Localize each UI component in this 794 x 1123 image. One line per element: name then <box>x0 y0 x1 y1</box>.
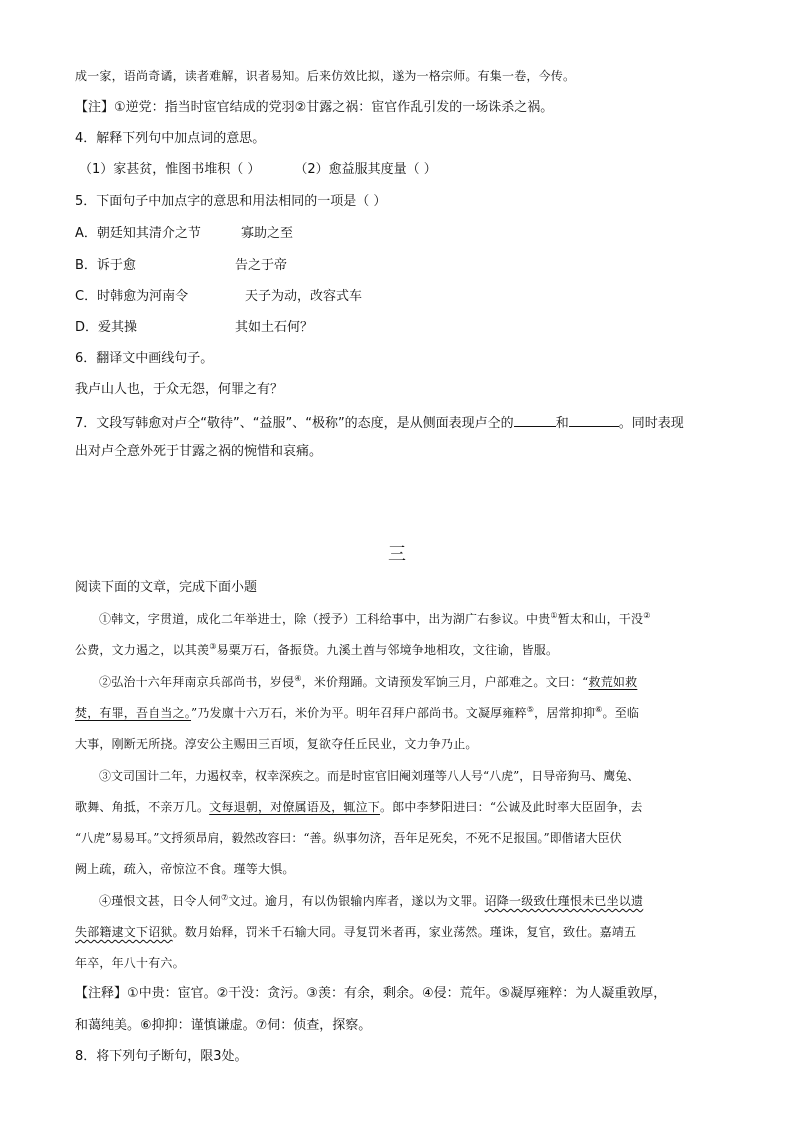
p2a2: ，米价翔踊。文请预发军饷三月，户部难之。文曰：“ <box>301 675 589 689</box>
wavy-underlined-sentence: 诏降一级致仕瑾恨未已坐以遗 <box>484 894 644 908</box>
question-7-and: 和 <box>555 416 569 431</box>
p1b: 公费，文力遏之，以其羡 <box>75 643 210 657</box>
option-d-right: 其如土石何？ <box>235 320 314 335</box>
question-4-item-2: （2）愈益服其度量（ ） <box>294 162 437 177</box>
underlined-sentence: 文每退朝，对僚属语及，辄泣下 <box>209 800 381 814</box>
footnote-mark: ⑥ <box>595 705 603 714</box>
para-4-line-2 <box>75 924 636 940</box>
option-a-right: 寡助之至 <box>241 226 294 241</box>
para-3-line-3: “八虎”易易耳。”文捋须昂肩，毅然改容曰：“善。纵事勿济，吾年足死矣，不死不足报国。”即偕诸大臣伏 <box>75 831 622 845</box>
p1a2: 暂太和山，干没 <box>557 612 644 626</box>
option-a-left: A．朝廷知其清介之节 <box>75 226 201 241</box>
footnote-mark: ① <box>550 611 558 620</box>
question-6: 6．翻译文中画线句子。 <box>75 351 214 366</box>
p2a: ②弘治十六年拜南京兵部尚书，岁侵 <box>99 675 295 689</box>
para-3-line-1: ③文司国计二年，力遏权幸，权幸深疾之。而是时宦官旧阉刘瑾等八人号“八虎”，日导帝狗马、鹰兔、 <box>99 769 640 783</box>
question-7 <box>75 414 684 432</box>
question-5: 5．下面句子中加点字的意思和用法相同的一项是（ ） <box>75 194 387 209</box>
underlined-sentence: 焚，有罪，吾自当之。 <box>75 706 192 720</box>
p4a2: 文过。逾月，有以伪银输内库者，遂以为文罪。 <box>228 894 485 908</box>
underlined-sentence: 救荒如救 <box>588 675 638 689</box>
option-d <box>75 320 314 336</box>
footnote-mark: ⑦ <box>221 893 229 902</box>
para-2-line-1 <box>99 674 637 690</box>
p4a1: ④瑾恨文甚，日令人伺 <box>99 894 222 908</box>
option-c-right: 天子为动，改容式车 <box>245 289 363 304</box>
p2b2: ”乃发廪十六万石，米价为平。明年召拜户部尚书。文凝厚雍粹 <box>191 706 527 720</box>
p4b2: 。数月始释，罚米千石输大同。寻复罚米者再，家业荡然。瑾诛，复官，致仕。嘉靖五 <box>172 925 637 939</box>
question-6-sentence: 我卢山人也，于众无怨，何罪之有？ <box>75 382 284 397</box>
p1b2: 易粟万石，备振贷。九溪土酋与邻境争地相攻，文往谕，皆服。 <box>216 643 559 657</box>
footnote-mark: ③ <box>209 642 217 651</box>
footnote-mark: ④ <box>294 674 302 683</box>
option-c-left: C．时韩愈为河南令 <box>75 289 189 304</box>
para-4-line-3: 年卒，年八十有六。 <box>75 956 185 970</box>
note-line: 【注】①逆党：指当时宦官结成的党羽②甘露之祸：宦官作乱引发的一场诛杀之祸。 <box>75 100 554 115</box>
question-4-items <box>79 162 437 178</box>
option-b-left: B．诉于愈 <box>75 258 136 273</box>
para-2-line-3: 大事，刚断无所挠。淳安公主赐田三百顷，复欲夺任丘民业，文力争乃止。 <box>75 737 478 751</box>
question-7-tail: 。同时表现 <box>618 416 684 431</box>
option-b-right: 告之于帝 <box>235 258 288 273</box>
p3b3: 。郎中李梦阳进曰：“公诚及此时率大臣固争，去 <box>380 800 643 814</box>
answer-blank-2[interactable] <box>569 414 619 427</box>
footnote-mark: ⑤ <box>526 705 535 714</box>
question-4-item-1: （1）家甚贫，惟图书堆积（ ） <box>79 162 261 177</box>
section-title: 三 <box>388 544 406 565</box>
notes-line-1: 【注释】①中贵：宦官。②干没：贪污。③羡：有余，剩余。④侵：荒年。⑤凝厚雍粹：为人凝重敦厚， <box>75 986 667 1001</box>
p1a: ①韩文，字贯道，成化二年举进士，除（授予）工科给事中，出为湖广右参议。中贵 <box>99 612 551 626</box>
question-7-text: 7．文段写韩愈对卢仝“敬待”、“益服”、“极称”的态度，是从侧面表现卢仝的 <box>75 416 514 431</box>
p3b1: 歌舞、角抵，不亲万几。 <box>75 800 210 814</box>
option-c <box>75 289 363 305</box>
footnote-mark: ② <box>643 611 651 620</box>
question-7-cont: 出对卢仝意外死于甘露之祸的惋惜和哀痛。 <box>75 444 323 459</box>
para-3-line-4: 阙上疏，疏入，帝惊泣不食。瑾等大惧。 <box>75 862 295 876</box>
reading-instruction: 阅读下面的文章，完成下面小题 <box>75 580 258 595</box>
answer-blank-1[interactable] <box>514 414 556 427</box>
para-4-line-1 <box>99 893 643 909</box>
para-1-line-1 <box>99 611 651 627</box>
question-4: 4．解释下列句中加点词的意思。 <box>75 131 266 146</box>
notes-line-2: 和蔼纯美。⑥抑抑：谨慎谦虚。⑦伺：侦查，探察。 <box>75 1018 372 1033</box>
para-1-line-2 <box>75 642 558 658</box>
option-a <box>75 226 294 242</box>
option-d-left: D．爱其操 <box>75 320 138 335</box>
wavy-underlined-sentence: 失部籍逮文下诏狱 <box>75 925 173 939</box>
option-b <box>75 258 288 274</box>
passage-closing-line: 成一家，语尚奇谲，读者难解，识者易知。后来仿效比拟，遂为一格宗师。有集一卷，今传。 <box>75 69 576 83</box>
p2b4: 。至临 <box>602 706 640 720</box>
p2b3: ，居常抑抑 <box>534 706 596 720</box>
para-2-line-2 <box>75 705 639 721</box>
para-3-line-2 <box>75 799 643 815</box>
question-8: 8．将下列句子断句，限3处。 <box>75 1049 248 1064</box>
